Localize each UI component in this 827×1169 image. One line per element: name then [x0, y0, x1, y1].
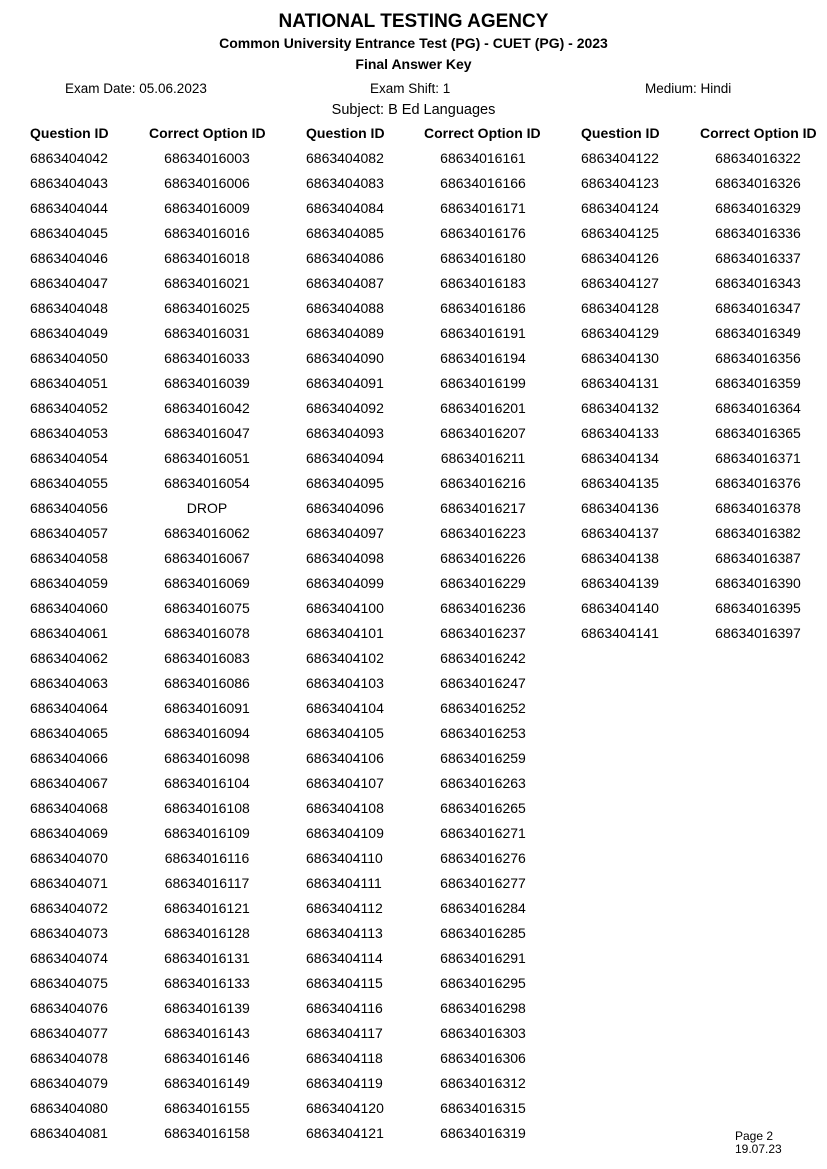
question-id-cell: 6863404118	[306, 1050, 383, 1066]
question-id-cell: 6863404110	[306, 850, 383, 866]
correct-option-id-cell: 68634016306	[440, 1050, 526, 1066]
question-id-cell: 6863404131	[581, 375, 659, 391]
correct-option-id-cell: 68634016104	[164, 775, 250, 791]
question-id-cell: 6863404068	[30, 800, 108, 816]
correct-option-id-cell: 68634016201	[440, 400, 526, 416]
correct-option-id-cell: 68634016051	[164, 450, 250, 466]
correct-option-id-cell: 68634016155	[164, 1100, 250, 1116]
question-id-cell: 6863404136	[581, 500, 659, 516]
correct-option-id-cell: 68634016018	[164, 250, 250, 266]
correct-option-id-cell: 68634016356	[715, 350, 801, 366]
correct-option-id-cell: 68634016271	[440, 825, 526, 841]
correct-option-id-cell: 68634016161	[440, 150, 526, 166]
question-id-cell: 6863404060	[30, 600, 108, 616]
question-id-cell: 6863404056	[30, 500, 108, 516]
question-id-cell: 6863404137	[581, 525, 659, 541]
correct-option-id-cell: 68634016276	[440, 850, 526, 866]
question-id-cell: 6863404104	[306, 700, 384, 716]
question-id-cell: 6863404130	[581, 350, 659, 366]
correct-option-id-cell: 68634016326	[715, 175, 801, 191]
question-id-cell: 6863404128	[581, 300, 659, 316]
question-id-cell: 6863404093	[306, 425, 384, 441]
correct-option-id-cell: 68634016387	[715, 550, 801, 566]
question-id-cell: 6863404114	[306, 950, 383, 966]
question-id-cell: 6863404067	[30, 775, 108, 791]
correct-option-id-cell: 68634016319	[440, 1125, 526, 1141]
correct-option-id-cell: 68634016252	[440, 700, 526, 716]
question-id-cell: 6863404116	[306, 1000, 383, 1016]
question-id-cell: 6863404098	[306, 550, 384, 566]
correct-option-id-cell: DROP	[186, 500, 228, 516]
column-header-correct-option-id: Correct Option ID	[149, 125, 266, 141]
correct-option-id-cell: 68634016078	[164, 625, 250, 641]
correct-option-id-cell: 68634016376	[715, 475, 801, 491]
question-id-cell: 6863404087	[306, 275, 384, 291]
correct-option-id-cell: 68634016180	[440, 250, 526, 266]
correct-option-id-cell: 68634016047	[164, 425, 250, 441]
correct-option-id-cell: 68634016109	[164, 825, 250, 841]
question-id-cell: 6863404059	[30, 575, 108, 591]
question-id-cell: 6863404078	[30, 1050, 108, 1066]
question-id-cell: 6863404091	[306, 375, 384, 391]
question-id-cell: 6863404127	[581, 275, 659, 291]
question-id-cell: 6863404063	[30, 675, 108, 691]
question-id-cell: 6863404086	[306, 250, 384, 266]
question-id-cell: 6863404053	[30, 425, 108, 441]
correct-option-id-cell: 68634016054	[164, 475, 250, 491]
correct-option-id-cell: 68634016364	[715, 400, 801, 416]
question-id-cell: 6863404083	[306, 175, 384, 191]
question-id-cell: 6863404108	[306, 800, 384, 816]
correct-option-id-cell: 68634016183	[440, 275, 526, 291]
correct-option-id-cell: 68634016171	[440, 200, 526, 216]
correct-option-id-cell: 68634016003	[164, 150, 250, 166]
correct-option-id-cell: 68634016303	[440, 1025, 526, 1041]
correct-option-id-cell: 68634016039	[164, 375, 250, 391]
question-id-cell: 6863404069	[30, 825, 108, 841]
correct-option-id-cell: 68634016031	[164, 325, 250, 341]
question-id-cell: 6863404117	[306, 1025, 383, 1041]
question-id-cell: 6863404055	[30, 475, 108, 491]
question-id-cell: 6863404101	[306, 625, 384, 641]
question-id-cell: 6863404129	[581, 325, 659, 341]
question-id-cell: 6863404073	[30, 925, 108, 941]
subject: Subject: B Ed Languages	[331, 102, 496, 118]
exam-title: Common University Entrance Test (PG) - CUET (PG) - 2023	[219, 35, 608, 51]
question-id-cell: 6863404045	[30, 225, 108, 241]
correct-option-id-cell: 68634016143	[164, 1025, 250, 1041]
correct-option-id-cell: 68634016336	[715, 225, 801, 241]
question-id-cell: 6863404106	[306, 750, 384, 766]
correct-option-id-cell: 68634016211	[440, 450, 526, 466]
correct-option-id-cell: 68634016042	[164, 400, 250, 416]
page-number: Page 2	[735, 1129, 774, 1143]
question-id-cell: 6863404119	[306, 1075, 383, 1091]
correct-option-id-cell: 68634016329	[715, 200, 801, 216]
correct-option-id-cell: 68634016121	[164, 900, 250, 916]
question-id-cell: 6863404126	[581, 250, 659, 266]
correct-option-id-cell: 68634016223	[440, 525, 526, 541]
question-id-cell: 6863404123	[581, 175, 659, 191]
correct-option-id-cell: 68634016091	[164, 700, 250, 716]
correct-option-id-cell: 68634016217	[440, 500, 526, 516]
question-id-cell: 6863404105	[306, 725, 384, 741]
question-id-cell: 6863404085	[306, 225, 384, 241]
question-id-cell: 6863404047	[30, 275, 108, 291]
document-type: Final Answer Key	[355, 56, 472, 72]
question-id-cell: 6863404075	[30, 975, 108, 991]
correct-option-id-cell: 68634016108	[164, 800, 250, 816]
correct-option-id-cell: 68634016382	[715, 525, 801, 541]
correct-option-id-cell: 68634016207	[440, 425, 526, 441]
question-id-cell: 6863404044	[30, 200, 108, 216]
correct-option-id-cell: 68634016242	[440, 650, 526, 666]
correct-option-id-cell: 68634016226	[440, 550, 526, 566]
correct-option-id-cell: 68634016337	[715, 250, 801, 266]
correct-option-id-cell: 68634016349	[715, 325, 801, 341]
question-id-cell: 6863404089	[306, 325, 384, 341]
correct-option-id-cell: 68634016098	[164, 750, 250, 766]
correct-option-id-cell: 68634016166	[440, 175, 526, 191]
correct-option-id-cell: 68634016253	[440, 725, 526, 741]
question-id-cell: 6863404048	[30, 300, 108, 316]
correct-option-id-cell: 68634016083	[164, 650, 250, 666]
correct-option-id-cell: 68634016133	[164, 975, 250, 991]
correct-option-id-cell: 68634016229	[440, 575, 526, 591]
question-id-cell: 6863404135	[581, 475, 659, 491]
exam-date: Exam Date: 05.06.2023	[65, 81, 207, 96]
correct-option-id-cell: 68634016128	[164, 925, 250, 941]
question-id-cell: 6863404077	[30, 1025, 108, 1041]
question-id-cell: 6863404046	[30, 250, 108, 266]
correct-option-id-cell: 68634016016	[164, 225, 250, 241]
question-id-cell: 6863404084	[306, 200, 384, 216]
question-id-cell: 6863404113	[306, 925, 383, 941]
question-id-cell: 6863404102	[306, 650, 384, 666]
question-id-cell: 6863404064	[30, 700, 108, 716]
correct-option-id-cell: 68634016146	[164, 1050, 250, 1066]
question-id-cell: 6863404082	[306, 150, 384, 166]
correct-option-id-cell: 68634016025	[164, 300, 250, 316]
correct-option-id-cell: 68634016117	[164, 875, 250, 891]
question-id-cell: 6863404099	[306, 575, 384, 591]
question-id-cell: 6863404057	[30, 525, 108, 541]
question-id-cell: 6863404092	[306, 400, 384, 416]
correct-option-id-cell: 68634016139	[164, 1000, 250, 1016]
correct-option-id-cell: 68634016359	[715, 375, 801, 391]
question-id-cell: 6863404054	[30, 450, 108, 466]
correct-option-id-cell: 68634016315	[440, 1100, 526, 1116]
question-id-cell: 6863404051	[30, 375, 108, 391]
question-id-cell: 6863404062	[30, 650, 108, 666]
question-id-cell: 6863404122	[581, 150, 659, 166]
correct-option-id-cell: 68634016194	[440, 350, 526, 366]
correct-option-id-cell: 68634016247	[440, 675, 526, 691]
page-footer	[735, 1130, 782, 1156]
question-id-cell: 6863404134	[581, 450, 659, 466]
question-id-cell: 6863404140	[581, 600, 659, 616]
correct-option-id-cell: 68634016371	[715, 450, 801, 466]
question-id-cell: 6863404070	[30, 850, 108, 866]
question-id-cell: 6863404125	[581, 225, 659, 241]
correct-option-id-cell: 68634016075	[164, 600, 250, 616]
question-id-cell: 6863404139	[581, 575, 659, 591]
correct-option-id-cell: 68634016347	[715, 300, 801, 316]
correct-option-id-cell: 68634016365	[715, 425, 801, 441]
correct-option-id-cell: 68634016277	[440, 875, 526, 891]
question-id-cell: 6863404138	[581, 550, 659, 566]
correct-option-id-cell: 68634016295	[440, 975, 526, 991]
question-id-cell: 6863404061	[30, 625, 108, 641]
question-id-cell: 6863404120	[306, 1100, 384, 1116]
question-id-cell: 6863404096	[306, 500, 384, 516]
correct-option-id-cell: 68634016291	[440, 950, 526, 966]
question-id-cell: 6863404111	[306, 875, 382, 891]
correct-option-id-cell: 68634016069	[164, 575, 250, 591]
correct-option-id-cell: 68634016378	[715, 500, 801, 516]
question-id-cell: 6863404088	[306, 300, 384, 316]
column-header-question-id: Question ID	[306, 125, 385, 141]
correct-option-id-cell: 68634016395	[715, 600, 801, 616]
correct-option-id-cell: 68634016265	[440, 800, 526, 816]
question-id-cell: 6863404072	[30, 900, 108, 916]
question-id-cell: 6863404042	[30, 150, 108, 166]
question-id-cell: 6863404081	[30, 1125, 108, 1141]
agency-title: NATIONAL TESTING AGENCY	[278, 11, 549, 32]
correct-option-id-cell: 68634016216	[440, 475, 526, 491]
question-id-cell: 6863404052	[30, 400, 108, 416]
question-id-cell: 6863404141	[581, 625, 659, 641]
question-id-cell: 6863404124	[581, 200, 659, 216]
correct-option-id-cell: 68634016397	[715, 625, 801, 641]
question-id-cell: 6863404049	[30, 325, 108, 341]
exam-shift: Exam Shift: 1	[370, 81, 451, 96]
correct-option-id-cell: 68634016390	[715, 575, 801, 591]
question-id-cell: 6863404079	[30, 1075, 108, 1091]
correct-option-id-cell: 68634016062	[164, 525, 250, 541]
question-id-cell: 6863404112	[306, 900, 383, 916]
correct-option-id-cell: 68634016322	[715, 150, 801, 166]
question-id-cell: 6863404074	[30, 950, 108, 966]
correct-option-id-cell: 68634016298	[440, 1000, 526, 1016]
correct-option-id-cell: 68634016009	[164, 200, 250, 216]
correct-option-id-cell: 68634016259	[440, 750, 526, 766]
correct-option-id-cell: 68634016312	[440, 1075, 526, 1091]
correct-option-id-cell: 68634016021	[164, 275, 250, 291]
question-id-cell: 6863404133	[581, 425, 659, 441]
correct-option-id-cell: 68634016006	[164, 175, 250, 191]
correct-option-id-cell: 68634016236	[440, 600, 526, 616]
question-id-cell: 6863404066	[30, 750, 108, 766]
correct-option-id-cell: 68634016131	[164, 950, 250, 966]
correct-option-id-cell: 68634016086	[164, 675, 250, 691]
question-id-cell: 6863404121	[306, 1125, 384, 1141]
correct-option-id-cell: 68634016285	[440, 925, 526, 941]
question-id-cell: 6863404058	[30, 550, 108, 566]
question-id-cell: 6863404076	[30, 1000, 108, 1016]
question-id-cell: 6863404043	[30, 175, 108, 191]
correct-option-id-cell: 68634016199	[440, 375, 526, 391]
question-id-cell: 6863404071	[30, 875, 108, 891]
correct-option-id-cell: 68634016033	[164, 350, 250, 366]
correct-option-id-cell: 68634016284	[440, 900, 526, 916]
column-header-correct-option-id: Correct Option ID	[700, 125, 817, 141]
question-id-cell: 6863404090	[306, 350, 384, 366]
correct-option-id-cell: 68634016149	[164, 1075, 250, 1091]
correct-option-id-cell: 68634016067	[164, 550, 250, 566]
question-id-cell: 6863404095	[306, 475, 384, 491]
medium: Medium: Hindi	[645, 81, 732, 96]
question-id-cell: 6863404115	[306, 975, 383, 991]
question-id-cell: 6863404109	[306, 825, 384, 841]
question-id-cell: 6863404094	[306, 450, 384, 466]
column-header-correct-option-id: Correct Option ID	[424, 125, 541, 141]
question-id-cell: 6863404097	[306, 525, 384, 541]
correct-option-id-cell: 68634016158	[164, 1125, 250, 1141]
correct-option-id-cell: 68634016186	[440, 300, 526, 316]
question-id-cell: 6863404065	[30, 725, 108, 741]
question-id-cell: 6863404132	[581, 400, 659, 416]
column-header-question-id: Question ID	[30, 125, 109, 141]
correct-option-id-cell: 68634016116	[164, 850, 250, 866]
question-id-cell: 6863404100	[306, 600, 384, 616]
question-id-cell: 6863404107	[306, 775, 384, 791]
column-header-question-id: Question ID	[581, 125, 660, 141]
correct-option-id-cell: 68634016343	[715, 275, 801, 291]
print-date: 19.07.23	[735, 1142, 782, 1156]
correct-option-id-cell: 68634016237	[440, 625, 526, 641]
correct-option-id-cell: 68634016191	[440, 325, 526, 341]
correct-option-id-cell: 68634016094	[164, 725, 250, 741]
question-id-cell: 6863404050	[30, 350, 108, 366]
question-id-cell: 6863404080	[30, 1100, 108, 1116]
correct-option-id-cell: 68634016176	[440, 225, 526, 241]
question-id-cell: 6863404103	[306, 675, 384, 691]
correct-option-id-cell: 68634016263	[440, 775, 526, 791]
